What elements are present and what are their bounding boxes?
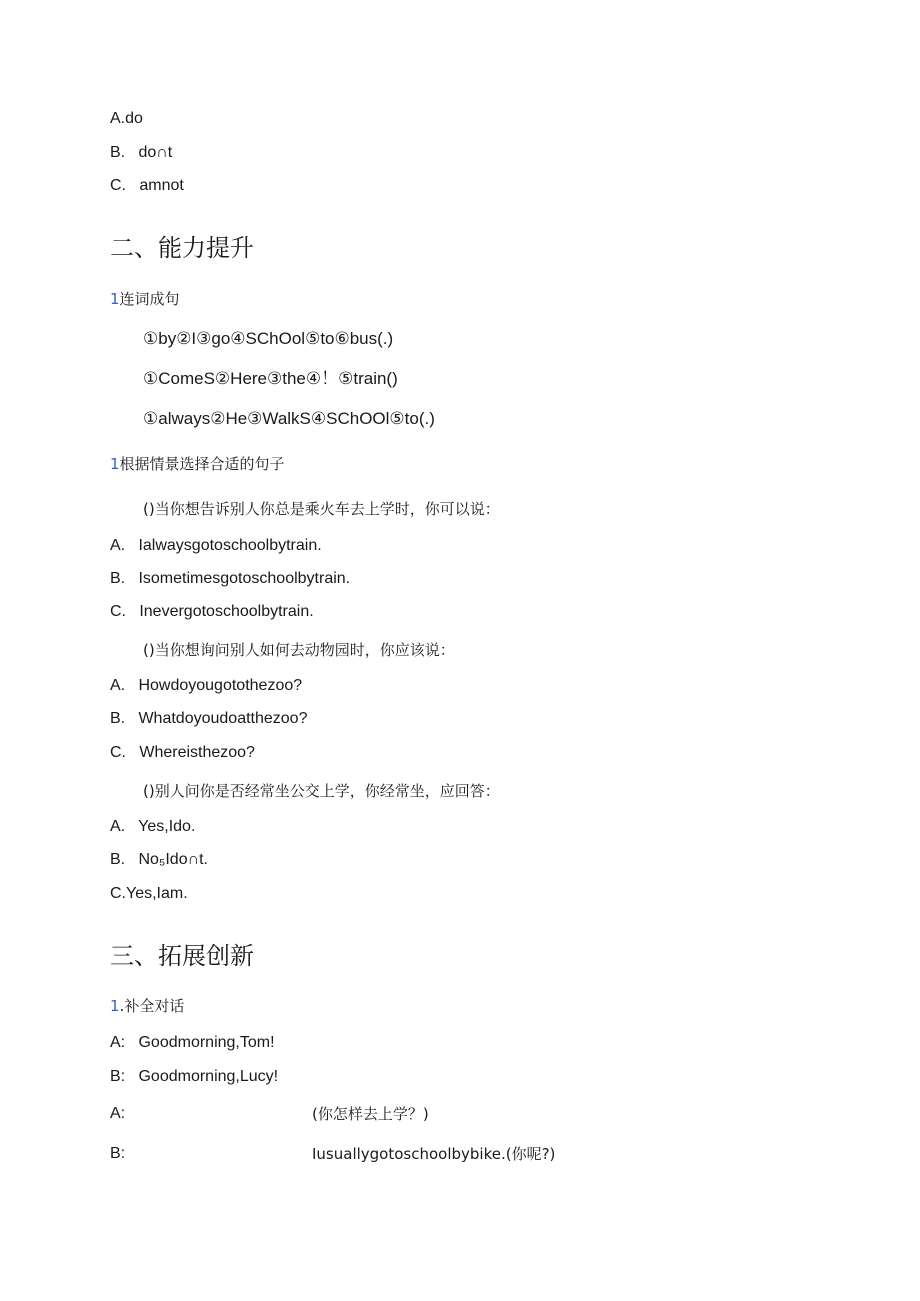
choice-option: A. Ialwaysgotoschoolbytrain. (110, 537, 322, 554)
dialog-hint: Iusuallygotoschoolbybike.(你呢?) (312, 1145, 556, 1163)
choice-option: A. Howdoyougotothezoo? (110, 677, 303, 694)
dialog-line (110, 1067, 278, 1087)
choice-option: A. Yes,Ido. (110, 818, 196, 835)
section-heading-2: 二、能力提升 (110, 234, 254, 262)
dialog-line (110, 1033, 275, 1053)
section-heading-3: 三、拓展创新 (110, 942, 254, 970)
dialog-speaker: A: (110, 1105, 126, 1122)
question-title: .补全对话 (119, 997, 185, 1015)
question-header (110, 454, 285, 474)
reorder-item: ①ComeS②Here③the④！⑤train() (143, 369, 398, 388)
question-number: 1 (110, 290, 120, 308)
choice-option: B. No₅Ido∩t. (110, 851, 208, 868)
choice-option: C.Yes,Iam. (110, 885, 188, 902)
reorder-item: ①always②He③WalkS④SChOOl⑤to(.) (143, 409, 435, 428)
question-header (110, 996, 184, 1016)
situation-prompt: ()别人问你是否经常坐公交上学，你经常坐，应回答： (143, 782, 500, 800)
dialog-speaker: B: (110, 1145, 126, 1162)
question-header (110, 289, 180, 309)
dialog-hint: (你怎样去上学？) (312, 1105, 429, 1123)
choice-option: B. Isometimesgotoschoolbytrain. (110, 570, 351, 587)
reorder-item: ①by②I③go④SChOol⑤to⑥bus(.) (143, 329, 394, 348)
situation-prompt: ()当你想询问别人如何去动物园时，你应该说： (143, 641, 455, 659)
choice-option: C. Whereisthezoo? (110, 744, 255, 761)
question-number: 1 (110, 455, 120, 473)
option-b: B. do∩t (110, 144, 173, 161)
dialog-text: Goodmorning,Tom! (138, 1034, 275, 1051)
dialog-text: Goodmorning,Lucy! (138, 1068, 279, 1085)
dialog-speaker: B: (110, 1068, 126, 1085)
question-title: 根据情景选择合适的句子 (119, 455, 285, 473)
option-a: A.do (110, 110, 143, 127)
dialog-speaker: A: (110, 1034, 126, 1051)
question-number: 1 (110, 997, 120, 1015)
choice-option: C. Inevergotoschoolbytrain. (110, 603, 314, 620)
situation-prompt: ()当你想告诉别人你总是乘火车去上学时，你可以说： (143, 500, 500, 518)
option-c: C. amnot (110, 177, 184, 194)
choice-option: B. Whatdoyoudoatthezoo? (110, 710, 308, 727)
question-title: 连词成句 (119, 290, 180, 308)
